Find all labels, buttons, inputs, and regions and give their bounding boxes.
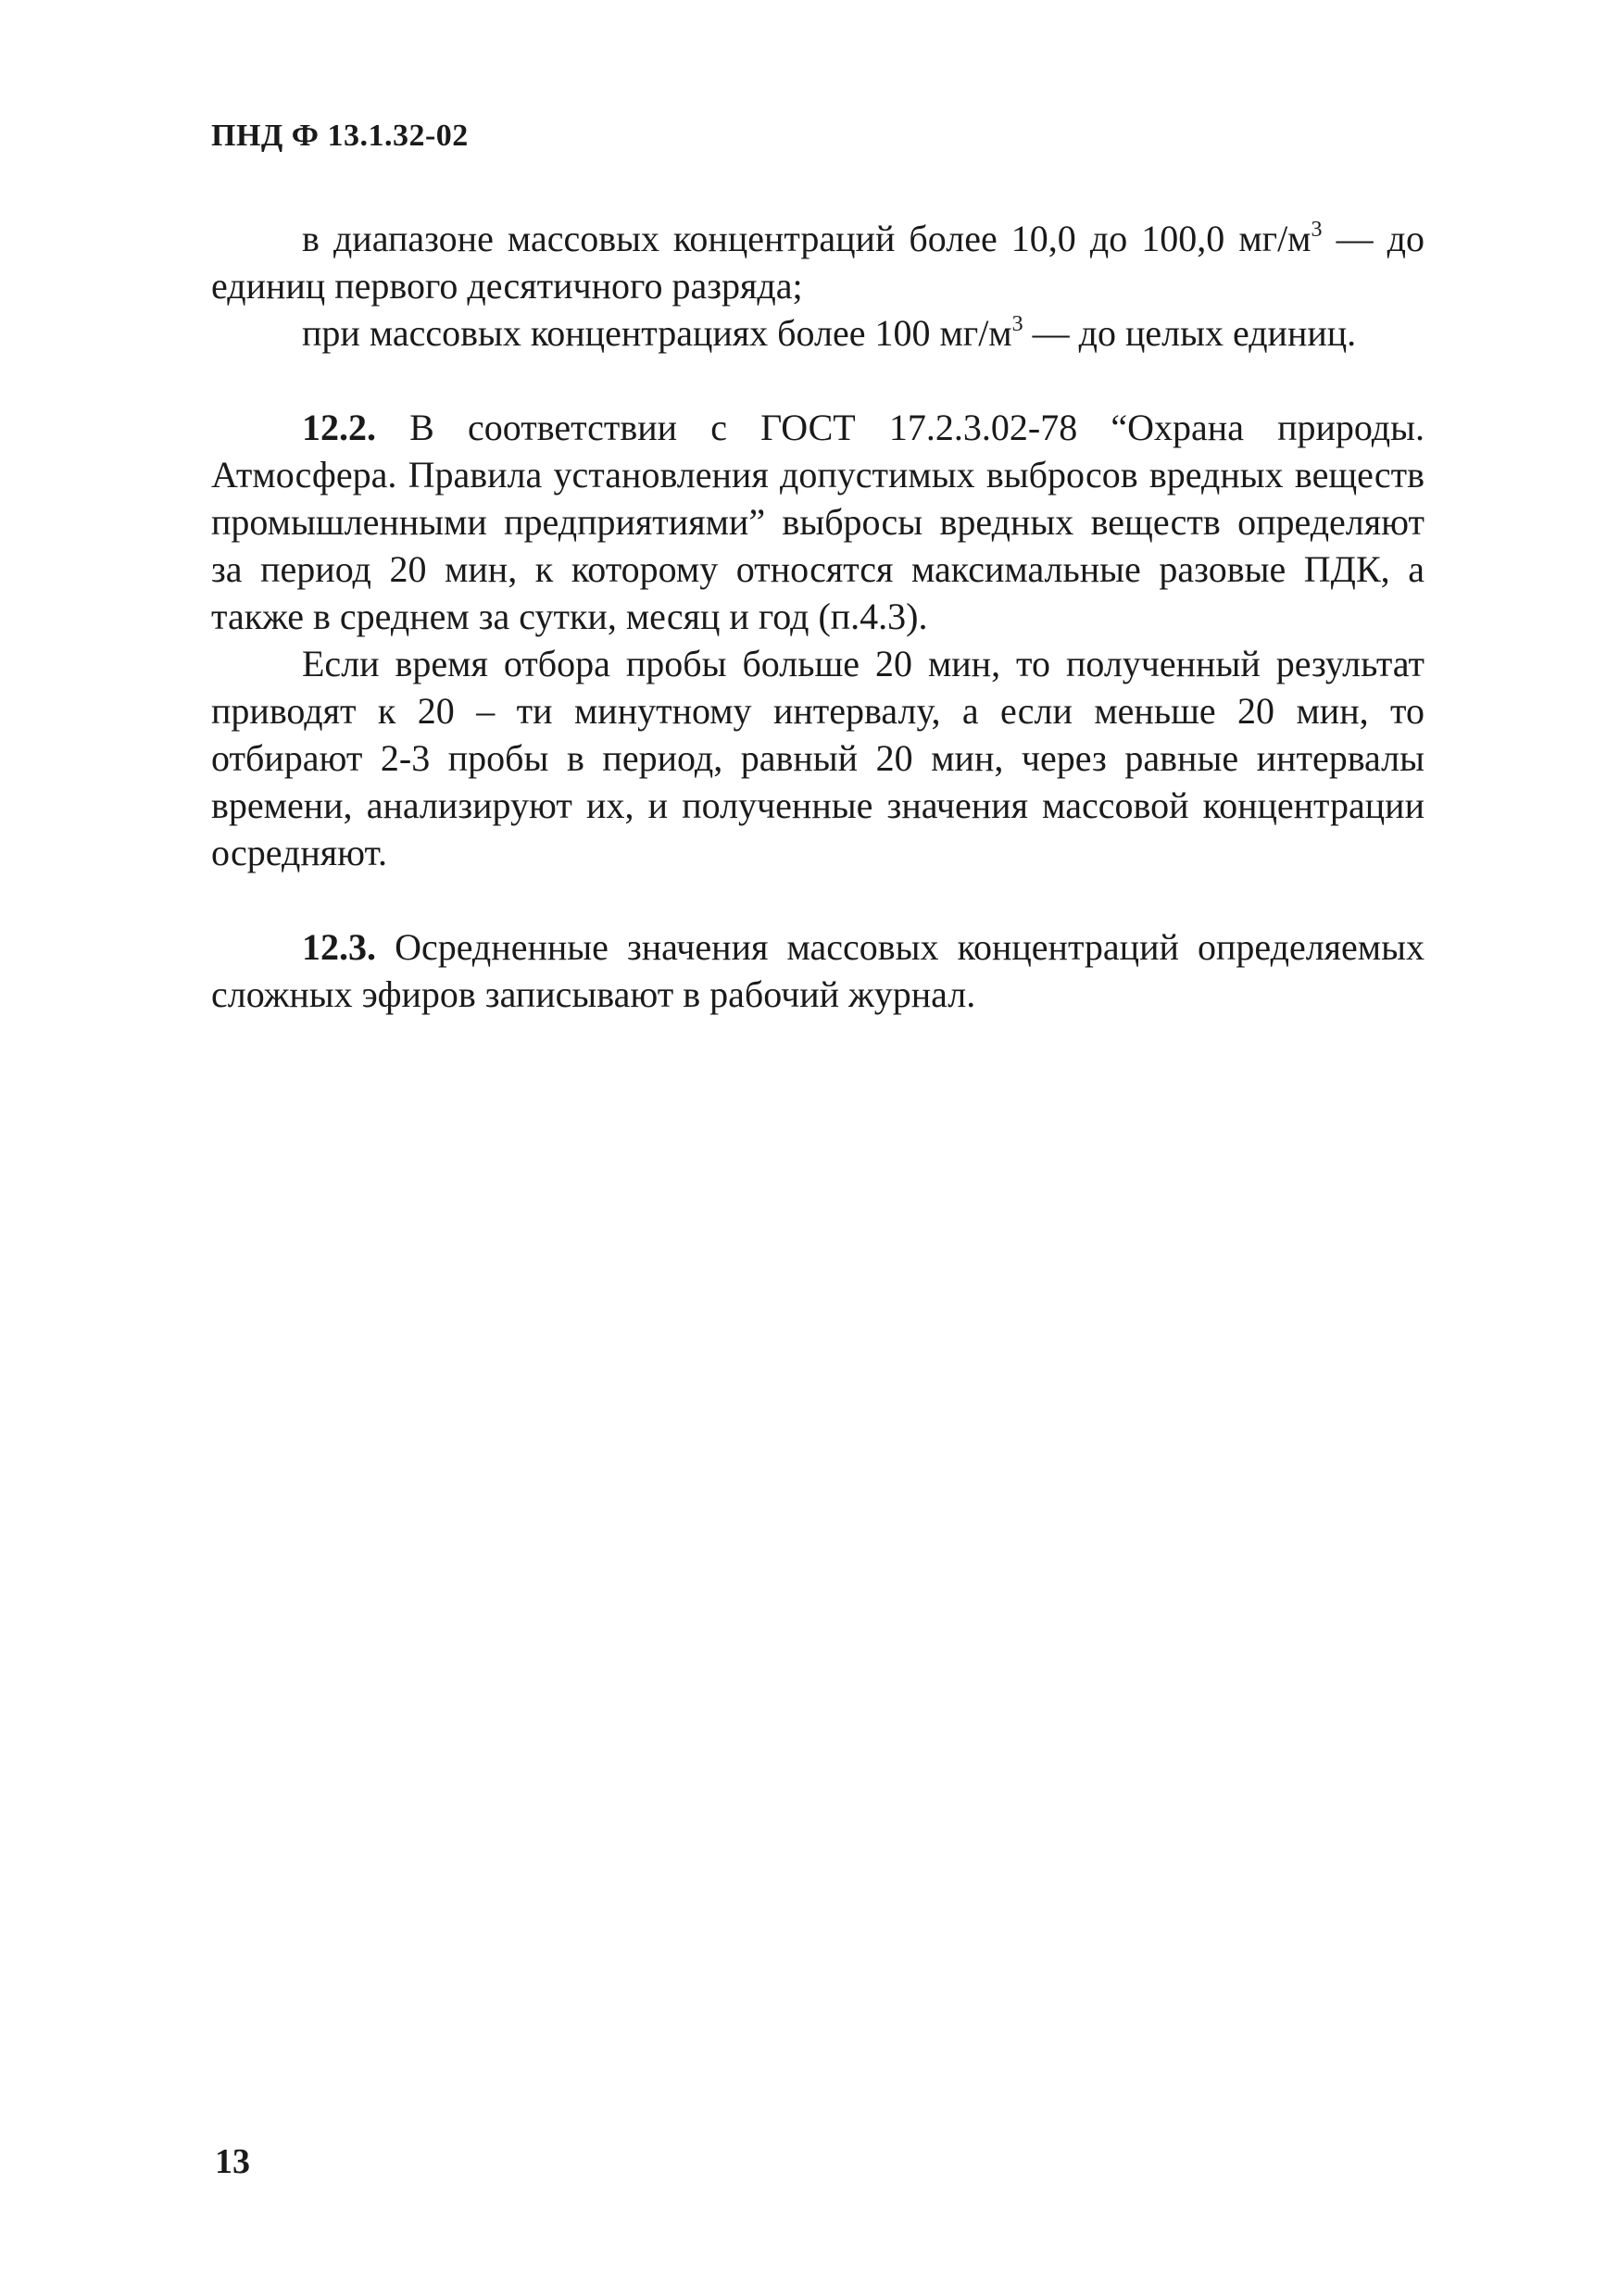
section-text: Осредненные значения массовых концентраций определяемых сложных эфиров записывают в рабочий журнал. (211, 926, 1424, 1015)
paragraph-range-precision: в диапазоне массовых концентраций более 10,0 до 100,0 $мг/м^3$ — до единиц первого десятичного разряда; (211, 218, 1424, 307)
section-number: 12.2. (302, 407, 376, 448)
section-number: 12.3. (302, 926, 376, 968)
section-12-2 (211, 404, 1424, 640)
document-body (211, 215, 1424, 1018)
paragraph-high-concentration: при массовых концентрациях более 100 $мг/м^3$ — до целых единиц. (302, 312, 1357, 354)
superscript-cube: 3 (1311, 218, 1323, 242)
superscript-cube: 3 (1011, 312, 1023, 336)
page-number: 13 (215, 2142, 250, 2181)
document-code-header: ПНД Ф 13.1.32-02 (211, 119, 469, 153)
section-text: В соответствии с ГОСТ 17.2.3.02-78 “Охрана природы. Атмосфера. Правила установления допустимых выбросов вредных веществ промышленными предприятиями” выбросы вредных веществ определяют за период 20 мин, к которому относятся максимальные разовые ПДК, а также в среднем за сутки, месяц и год (п.4.3). (211, 407, 1424, 637)
section-12-2-continued: Если время отбора пробы больше 20 мин, то полученный результат приводят к 20 – ти минутному интервалу, а если меньше 20 мин, то отбирают 2-3 пробы в период, равный 20 мин, через равные интервалы времени, анализируют их, и полученные значения массовой концентрации осредняют. (211, 643, 1424, 873)
section-12-3 (211, 923, 1424, 1018)
